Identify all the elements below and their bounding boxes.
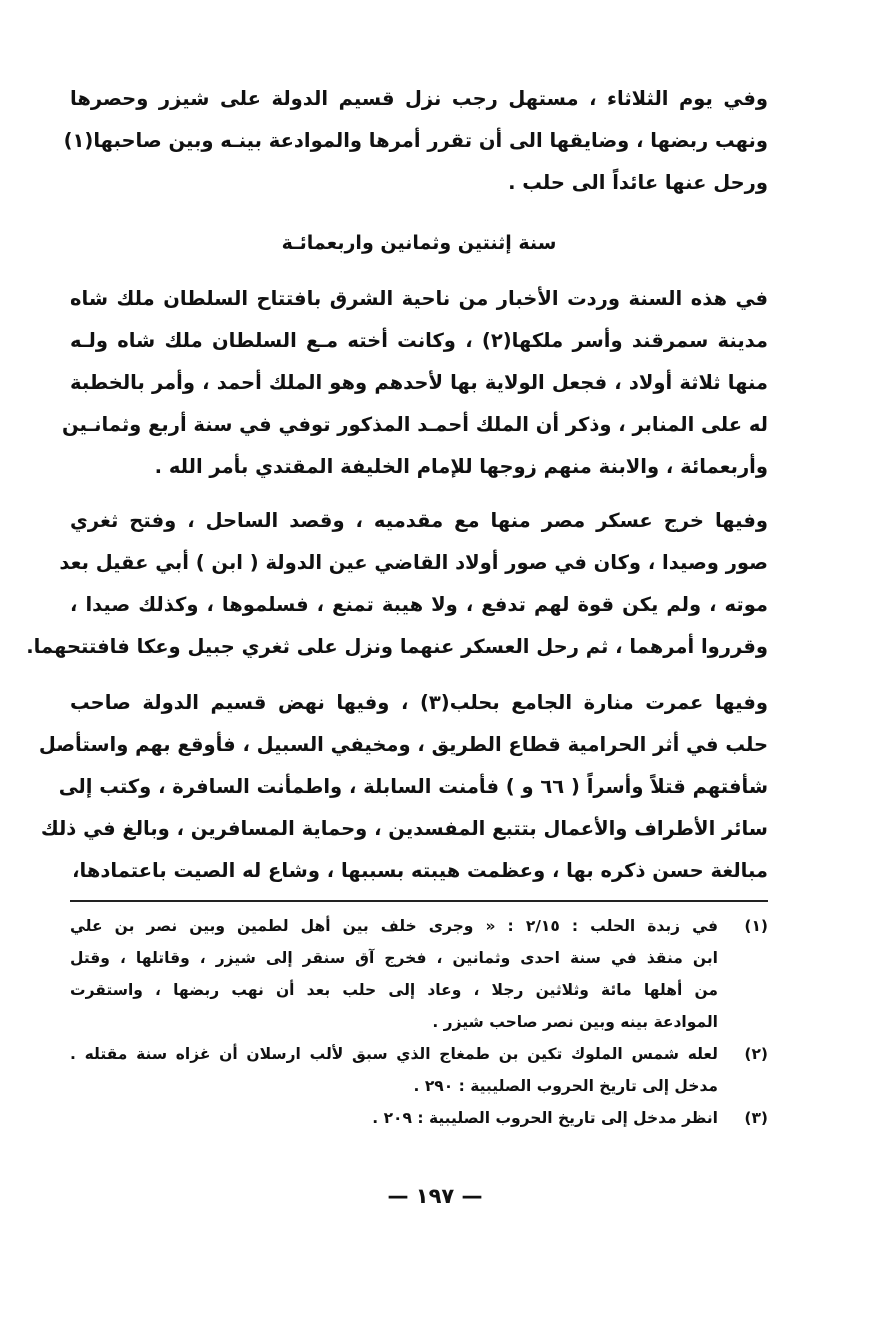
paragraph-egypt-army <box>26 500 768 668</box>
footnote-2 <box>70 1038 768 1102</box>
paragraph-rajab-shayzar <box>63 78 768 204</box>
paragraph-aleppo-minaret <box>38 682 768 892</box>
section-heading: سنة إثنتين وثمانين واربعمائـة <box>281 232 557 254</box>
paragraph-line: حلب في أثر الحرامية قطاع الطريق ، ومخيفي السبيل ، فأوقع بهم واستأصل <box>38 733 768 756</box>
paragraph-line: موته ، ولم يكن قوة لهم تدفع ، ولا هيبة تمنع ، فسلموها ، وكذلك صيدا ، <box>70 593 768 616</box>
paragraph-line: مدينة سمرقند وأسر ملكها(٢) ، وكانت أخته مـع السلطان ملك شاه ولـه <box>70 329 768 352</box>
footnotes <box>70 910 768 1134</box>
paragraph-line: شأفتهم قتلاً وأسراً ( ٦٦ و ) فأمنت السابلة ، واطمأنت السافرة ، وكتب إلى <box>58 775 768 798</box>
paragraph-line: صور وصيدا ، وكان في صور أولاد القاضي عين الدولة ( ابن ) أبي عقيل بعد <box>59 551 768 574</box>
paragraph-line: وقرروا أمرهما ، ثم رحل العسكر عنهما ونزل على ثغري جبيل وعكا فافتتحهما. <box>26 635 768 658</box>
paragraph-line: ورحل عنها عائداً الى حلب . <box>508 171 768 194</box>
footnote-line: لعله شمس الملوك تكين بن طمغاج الذي سبق لألب ارسلان أن غزاه سنة مقتله . <box>70 1045 718 1063</box>
footnote-line: من أهلها مائة وثلاثين رجلا ، وعاد إلى حلب بعد أن نهب ربضها ، واستقرت <box>70 981 718 999</box>
footnote-3 <box>70 1102 768 1134</box>
footnote-number: (٣) <box>744 1109 768 1127</box>
footnote-number: (١) <box>744 917 768 935</box>
footnote-number: (٢) <box>744 1045 768 1063</box>
paragraph-samarqand <box>61 278 768 488</box>
paragraph-line: سائر الأطراف والأعمال بتتبع المفسدين ، وحماية المسافرين ، وبالغ في ذلك <box>40 817 768 840</box>
footnote-line: مدخل إلى تاريخ الحروب الصليبية : ٢٩٠ . <box>413 1077 718 1095</box>
paragraph-line: في هذه السنة وردت الأخبار من ناحية الشرق بافتتاح السلطان ملك شاه <box>70 287 768 310</box>
footnote-1 <box>70 910 768 1038</box>
paragraph-line: ونهب ربضها ، وضايقها الى أن تقرر أمرها والموادعة بينـه وبين صاحبها(١) <box>63 129 768 152</box>
footnote-line: في زبدة الحلب : ٢/١٥ : « وجرى خلف بين أهل لطمين وبين نصر بن علي <box>70 917 718 935</box>
paragraph-line: له على المنابر ، وذكر أن الملك أحمـد المذكور توفي في سنة أربع وثمانـين <box>61 413 768 436</box>
paragraph-line: منها ثلاثة أولاد ، فجعل الولاية بها لأحدهم وهو الملك أحمد ، وأمر بالخطبة <box>70 371 768 394</box>
paragraph-line: وفيها خرج عسكر مصر منها مع مقدميه ، وقصد الساحل ، وفتح ثغري <box>70 509 768 532</box>
paragraph-line: مبالغة حسن ذكره بها ، وعظمت هيبته بسببها ، وشاع له الصيت باعتمادها، <box>72 859 768 882</box>
footnote-line: ابن منقذ في سنة احدى وثمانين ، فخرج آق سنقر إلى شيزر ، وقاتلها ، وقتل <box>70 949 718 967</box>
footnote-line: الموادعة بينه وبين نصر صاحب شيزر . <box>432 1013 718 1031</box>
footnote-divider <box>70 900 768 902</box>
page-number: — ١٩٧ — <box>387 1184 483 1208</box>
paragraph-line: وأربعمائة ، والابنة منهم زوجها للإمام الخليفة المقتدي بأمر الله . <box>154 455 768 478</box>
paragraph-line: وفيها عمرت منارة الجامع بحلب(٣) ، وفيها نهض قسيم الدولة صاحب <box>70 691 768 714</box>
paragraph-line: وفي يوم الثلاثاء ، مستهل رجب نزل قسيم الدولة على شيزر وحصرها <box>70 87 768 110</box>
footnote-line: انظر مدخل إلى تاريخ الحروب الصليبية : ٢٠٩ . <box>372 1109 718 1127</box>
